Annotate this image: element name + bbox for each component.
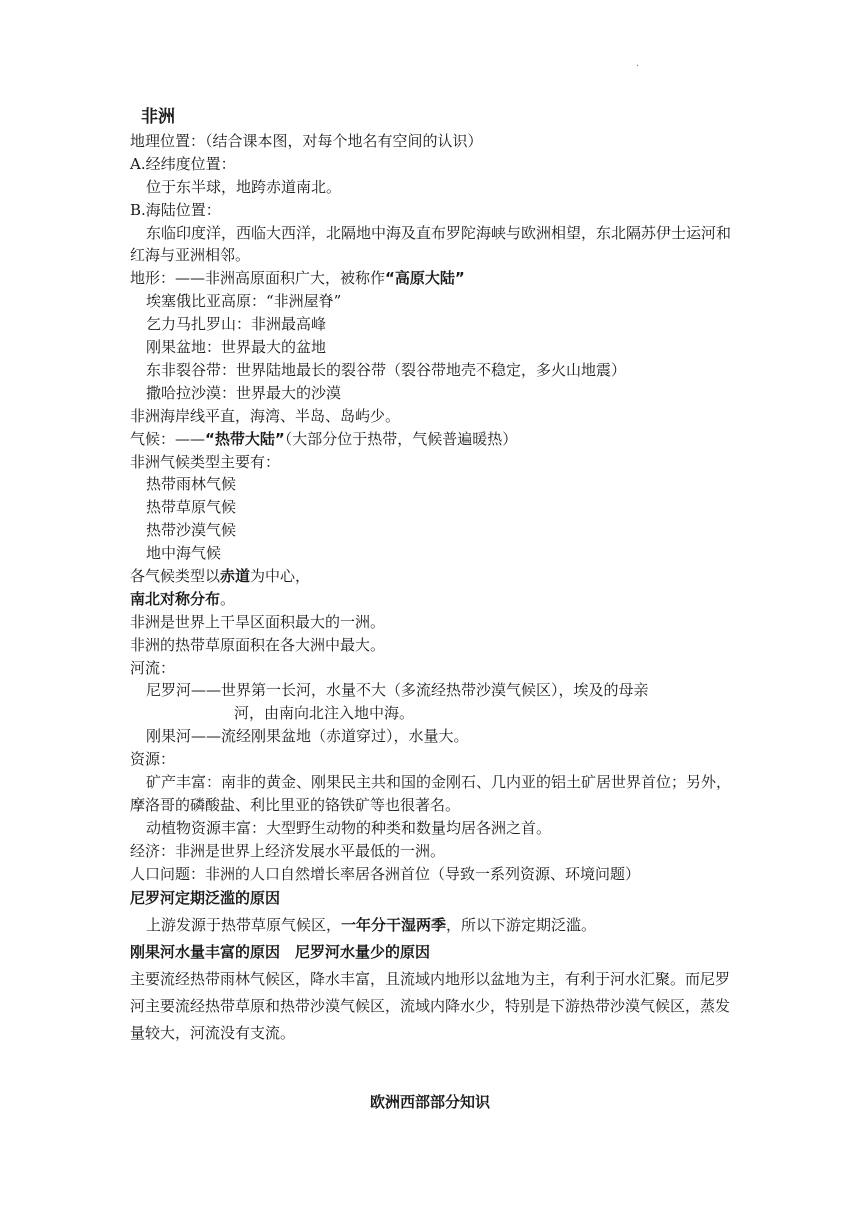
climate-center-suffix: 为中心， <box>250 566 311 585</box>
sealand-text: 东临印度洋，西临大西洋，北隔地中海及直布罗陀海峡与欧洲相望，东北隔苏伊士运河和红海与亚洲相邻。 <box>130 223 732 265</box>
climate-highlight: “热带大陆” <box>205 429 285 448</box>
economy-text: 经济：非洲是世界上经济发展水平最低的一洲。 <box>130 841 446 860</box>
climate-types-label: 非洲气候类型主要有： <box>130 452 281 471</box>
resources-label: 资源： <box>130 750 176 769</box>
nile-flood-text <box>130 912 732 939</box>
climate-type: 热带沙漠气候 <box>146 521 237 540</box>
nile-flood-prefix: 上游发源于热带草原气候区， <box>146 916 342 935</box>
climate-type: 地中海气候 <box>146 544 222 563</box>
minerals-text: 矿产丰富：南非的黄金、刚果民主共和国的金刚石、几内亚的铝土矿居世界首位；另外，摩洛哥的磷酸盐、利比里亚的铬铁矿等也很著名。 <box>130 772 732 814</box>
nile-text-line1: 尼罗河——世界第一长河，水量不大（多流经热带沙漠气候区），埃及的母亲 <box>146 681 649 700</box>
compare-text: 主要流经热带雨林气候区，降水丰富，且流域内地形以盆地为主，有利于河水汇聚。而尼罗河主要流经热带草原和热带沙漠气候区，流域内降水少，特别是下游热带沙漠气候区，蒸发量较大，河流没有支流。 <box>130 970 731 1043</box>
climate-type: 热带雨林气候 <box>146 475 237 494</box>
document-body <box>130 104 732 1047</box>
page-title: 非洲 <box>141 107 175 127</box>
nile-text-line2: 河，由南向北注入地中海。 <box>234 704 415 723</box>
terrain-heading <box>130 267 732 290</box>
climate-symmetry-bold: 南北对称分布 <box>130 589 221 608</box>
terrain-item: 东非裂谷带：世界陆地最长的裂谷带（裂谷带地壳不稳定，多火山地震） <box>146 360 627 379</box>
terrain-item: 撒哈拉沙漠：世界最大的沙漠 <box>146 383 342 402</box>
climate-suffix: （大部分位于热带，气候普遍暖热） <box>284 429 518 448</box>
climate-fact: 非洲的热带草原面积在各大洲中最大。 <box>130 635 386 654</box>
climate-fact: 非洲是世界上干旱区面积最大的一洲。 <box>130 612 386 631</box>
section-title-western-europe: 欧洲西部部分知识 <box>369 1093 490 1111</box>
compare-heading <box>130 939 732 966</box>
nile-flood-suffix: ，所以下游定期泛滥。 <box>446 916 597 935</box>
terrain-item: 乞力马扎罗山：非洲最高峰 <box>146 315 327 334</box>
climate-symmetry <box>130 588 732 611</box>
climate-center-bold: 赤道 <box>220 566 251 585</box>
page-dot: . <box>636 58 640 69</box>
sealand-label: B.海陆位置： <box>130 200 221 219</box>
terrain-item: 刚果盆地：世界最大的盆地 <box>146 338 327 357</box>
latlon-text: 位于东半球，地跨赤道南北。 <box>146 177 342 196</box>
terrain-prefix: 地形：——非洲高原面积广大，被称作 <box>130 269 386 288</box>
terrain-item: 埃塞俄比亚高原：“非洲屋脊” <box>146 292 342 311</box>
climate-heading <box>130 428 732 451</box>
population-text: 人口问题：非洲的人口自然增长率居各洲首位（导致一系列资源、环境问题） <box>130 864 641 883</box>
compare-heading-congo: 刚果河水量丰富的原因 <box>130 943 281 962</box>
rivers-label: 河流： <box>130 658 176 677</box>
climate-center-prefix: 各气候类型以 <box>130 566 221 585</box>
coast-text: 非洲海岸线平直，海湾、半岛、岛屿少。 <box>130 406 401 425</box>
latlon-label: A.经纬度位置： <box>130 154 236 173</box>
compare-heading-nile: 尼罗河水量少的原因 <box>295 943 431 962</box>
terrain-highlight: “高原大陆” <box>385 269 465 288</box>
nile-flood-heading: 尼罗河定期泛滥的原因 <box>130 889 281 908</box>
nile-flood-bold: 一年分干湿两季 <box>341 916 447 935</box>
climate-center <box>130 565 732 588</box>
climate-symmetry-suffix: 。 <box>220 589 236 608</box>
congo-text: 刚果河——流经刚果盆地（赤道穿过），水量大。 <box>146 727 469 746</box>
wildlife-text: 动植物资源丰富：大型野生动物的种类和数量均居各洲之首。 <box>146 818 552 837</box>
climate-prefix: 气候：—— <box>130 429 206 448</box>
climate-type: 热带草原气候 <box>146 498 237 517</box>
location-heading: 地理位置：（结合课本图，对每个地名有空间的认识） <box>130 132 483 150</box>
